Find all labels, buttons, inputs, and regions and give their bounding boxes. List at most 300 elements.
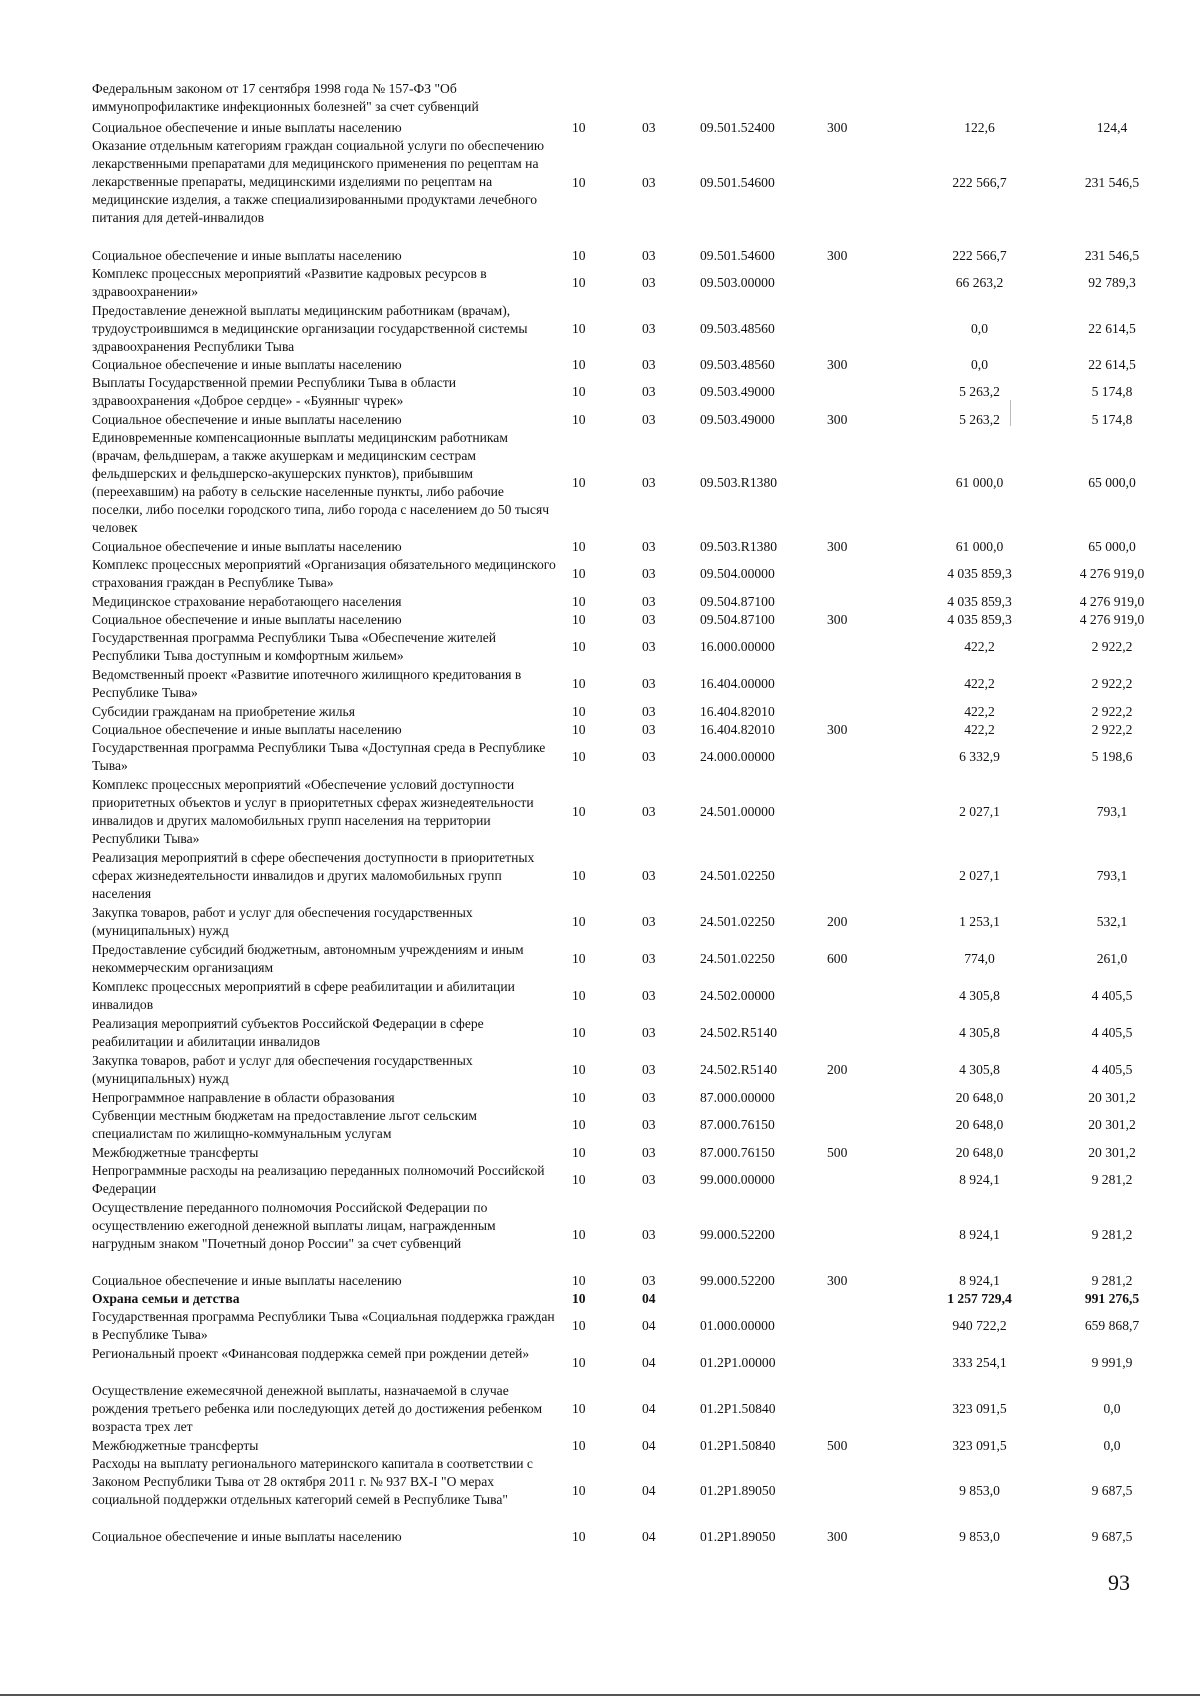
row-section: 10 bbox=[572, 275, 586, 290]
row-expense-type: 300 bbox=[827, 120, 848, 135]
row-section: 10 bbox=[572, 1172, 586, 1187]
row-expense-type bbox=[827, 978, 877, 1014]
row-section: 10 bbox=[572, 804, 586, 819]
row-subsection: 03 bbox=[642, 120, 656, 135]
row-value-year-1: 8 924,1 bbox=[959, 1273, 1000, 1288]
row-value-year-2: 2 922,2 bbox=[1091, 722, 1133, 737]
row-name: Комплекс процессных мероприятий в сфере реабилитации и абилитации инвалидов bbox=[92, 979, 515, 1012]
table-row bbox=[92, 593, 1145, 611]
row-value-year-2: 2 922,2 bbox=[1091, 676, 1133, 691]
row-value-year-2: 20 301,2 bbox=[1088, 1090, 1136, 1105]
row-name: Межбюджетные трансферты bbox=[92, 1145, 259, 1160]
table-row bbox=[92, 666, 1142, 702]
row-section: 10 bbox=[572, 1401, 586, 1416]
row-section: 10 bbox=[572, 120, 586, 135]
row-target-code: 09.503.48560 bbox=[700, 357, 775, 372]
row-value-year-2: 4 276 919,0 bbox=[1079, 594, 1145, 609]
row-value-year-1: 9 853,0 bbox=[959, 1529, 1000, 1544]
table-row bbox=[92, 538, 1142, 556]
row-name: Государственная программа Республики Тыва «Социальная поддержка граждан в Республике Тыва» bbox=[92, 1309, 555, 1342]
row-subsection: 03 bbox=[642, 639, 656, 654]
row-subsection: 04 bbox=[642, 1438, 656, 1453]
row-target-code: 09.503.49000 bbox=[700, 412, 775, 427]
row-target-code: 24.501.02250 bbox=[700, 951, 775, 966]
row-value-year-1: 323 091,5 bbox=[952, 1401, 1007, 1416]
row-subsection: 03 bbox=[642, 988, 656, 1003]
row-name: Охрана семьи и детства bbox=[92, 1291, 240, 1306]
row-value-year-2: 9 281,2 bbox=[1091, 1227, 1133, 1242]
row-target-code: 24.000.00000 bbox=[700, 749, 775, 764]
row-section: 10 bbox=[572, 1090, 586, 1105]
row-section: 10 bbox=[572, 1227, 586, 1242]
row-subsection: 04 bbox=[642, 1483, 656, 1498]
row-name: Единовременные компенсационные выплаты медицинским работникам (врачам, фельдшерам, а также акушеркам и медицинским сестрам фельдшерских и фельдшерско-акушерских пунктов), прибывшим (переехавшим) на работу в сельские населенные пункты, либо рабочие поселки, либо поселки городского типа, либо города с населением до 50 тысяч человек bbox=[92, 430, 550, 535]
row-value-year-1: 774,0 bbox=[964, 951, 995, 966]
table-row bbox=[92, 302, 1142, 355]
row-value-year-1 bbox=[897, 80, 1062, 116]
row-expense-type: 300 bbox=[827, 612, 848, 627]
row-value-year-2: 4 405,5 bbox=[1091, 1025, 1133, 1040]
row-subsection: 04 bbox=[642, 1291, 656, 1306]
row-value-year-2: 65 000,0 bbox=[1088, 475, 1136, 490]
row-subsection: 03 bbox=[642, 1025, 656, 1040]
row-expense-type bbox=[827, 429, 877, 537]
row-value-year-1: 323 091,5 bbox=[952, 1438, 1007, 1453]
row-section: 10 bbox=[572, 868, 586, 883]
table-row bbox=[92, 978, 1142, 1014]
row-target-code: 87.000.00000 bbox=[700, 1090, 775, 1105]
row-target-code: 09.504.87100 bbox=[700, 612, 775, 627]
row-section: 10 bbox=[572, 384, 586, 399]
row-section: 10 bbox=[572, 1438, 586, 1453]
row-target-code: 09.501.54600 bbox=[700, 175, 775, 190]
row-expense-type bbox=[827, 739, 877, 775]
row-value-year-2: 0,0 bbox=[1103, 1438, 1121, 1453]
row-value-year-1: 8 924,1 bbox=[959, 1227, 1000, 1242]
row-target-code bbox=[700, 1290, 830, 1308]
row-subsection: 03 bbox=[642, 914, 656, 929]
row-subsection: 03 bbox=[642, 1172, 656, 1187]
row-name: Осуществление ежемесячной денежной выплаты, назначаемой в случае рождения третьего ребенка или последующих детей до достижения ребенком возраста трех лет bbox=[92, 1383, 543, 1434]
row-expense-type: 300 bbox=[827, 539, 848, 554]
row-target-code: 16.404.00000 bbox=[700, 676, 775, 691]
row-value-year-1: 66 263,2 bbox=[955, 275, 1004, 290]
row-value-year-2: 261,0 bbox=[1096, 951, 1128, 966]
table-row bbox=[92, 411, 1142, 429]
row-value-year-1: 5 263,2 bbox=[959, 412, 1000, 427]
row-expense-type bbox=[827, 1290, 877, 1308]
row-target-code: 09.503.48560 bbox=[700, 320, 775, 336]
row-section: 10 bbox=[572, 175, 586, 190]
row-name: Государственная программа Республики Тыва «Обеспечение жителей Республики Тыва доступным и комфортным жильем» bbox=[92, 630, 497, 663]
row-name: Предоставление субсидий бюджетным, автономным учреждениям и иным некоммерческим организациям bbox=[92, 942, 524, 975]
row-target-code: 24.501.02250 bbox=[700, 914, 775, 929]
row-target-code: 01.2P1.00000 bbox=[700, 1355, 776, 1370]
row-value-year-2: 20 301,2 bbox=[1088, 1117, 1136, 1132]
scan-mark bbox=[1010, 400, 1011, 426]
row-value-year-1: 222 566,7 bbox=[952, 248, 1007, 263]
row-expense-type: 300 bbox=[827, 1273, 848, 1288]
table-row bbox=[92, 776, 1142, 848]
row-value-year-2: 793,1 bbox=[1096, 868, 1128, 883]
row-target-code bbox=[700, 80, 830, 116]
table-row bbox=[92, 1437, 1142, 1455]
row-section: 10 bbox=[572, 1273, 586, 1288]
row-target-code: 09.504.00000 bbox=[700, 566, 775, 581]
row-target-code: 09.504.87100 bbox=[700, 594, 775, 609]
row-subsection: 03 bbox=[642, 475, 656, 490]
row-value-year-1: 4 035 859,3 bbox=[947, 566, 1012, 581]
row-expense-type: 600 bbox=[827, 951, 848, 966]
row-target-code: 01.2P1.50840 bbox=[700, 1401, 776, 1416]
row-section: 10 bbox=[572, 594, 586, 609]
row-name: Комплекс процессных мероприятий «Обеспечение условий доступности приоритетных объектов и услуг в приоритетных сферах жизнедеятельности инвалидов и других маломобильных групп населения на территории Республики Тыва» bbox=[92, 777, 534, 846]
row-name: Комплекс процессных мероприятий «Развитие кадровых ресурсов в здравоохранении» bbox=[92, 266, 487, 299]
table-row bbox=[92, 1107, 1142, 1143]
row-name: Реализация мероприятий субъектов Российской Федерации в сфере реабилитации и абилитации инвалидов bbox=[92, 1016, 484, 1049]
table-row bbox=[92, 1162, 1142, 1198]
table-row bbox=[92, 739, 1142, 775]
row-subsection: 03 bbox=[642, 357, 656, 372]
table-row bbox=[92, 1052, 1142, 1088]
row-section: 10 bbox=[572, 1355, 586, 1370]
row-name: Комплекс процессных мероприятий «Организация обязательного медицинского страхования граждан в Республике Тыва» bbox=[92, 557, 556, 590]
table-row bbox=[92, 265, 1142, 301]
row-target-code: 09.503.49000 bbox=[700, 384, 775, 399]
row-target-code: 24.501.00000 bbox=[700, 804, 775, 819]
row-value-year-1: 9 853,0 bbox=[959, 1483, 1000, 1498]
row-value-year-1: 422,2 bbox=[964, 704, 995, 719]
row-subsection: 03 bbox=[642, 275, 656, 290]
row-target-code: 16.404.82010 bbox=[700, 722, 775, 737]
row-subsection: 04 bbox=[642, 1401, 656, 1416]
row-value-year-1: 6 332,9 bbox=[959, 749, 1000, 764]
row-value-year-2: 92 789,3 bbox=[1088, 275, 1136, 290]
row-expense-type: 300 bbox=[827, 357, 848, 372]
row-section: 10 bbox=[572, 320, 586, 336]
row-expense-type: 200 bbox=[827, 914, 848, 929]
row-name: Федеральным законом от 17 сентября 1998 года № 157-ФЗ "Об иммунопрофилактике инфекционных болезней" за счет субвенций bbox=[92, 81, 479, 114]
row-value-year-1: 4 035 859,3 bbox=[947, 612, 1012, 627]
row-expense-type bbox=[827, 703, 877, 721]
table-row bbox=[92, 247, 1142, 265]
row-value-year-1: 122,6 bbox=[964, 120, 995, 135]
row-value-year-1: 61 000,0 bbox=[955, 539, 1004, 554]
row-section: 10 bbox=[572, 951, 586, 966]
table-row bbox=[92, 629, 1142, 665]
row-name: Субвенции местным бюджетам на предоставление льгот сельским специалистам по жилищно-коммунальным услугам bbox=[92, 1108, 477, 1141]
row-expense-type bbox=[827, 776, 877, 848]
row-expense-type bbox=[827, 1089, 877, 1107]
row-target-code: 87.000.76150 bbox=[700, 1145, 775, 1160]
row-target-code: 01.2P1.50840 bbox=[700, 1438, 776, 1453]
row-value-year-2: 2 922,2 bbox=[1091, 704, 1133, 719]
row-value-year-1: 222 566,7 bbox=[952, 175, 1007, 190]
row-name: Осуществление переданного полномочия Российской Федерации по осуществлению ежегодной денежной выплаты лицам, награжденным нагрудным знаком "Почетный донор России" за счет субвенций bbox=[92, 1200, 496, 1251]
row-name: Социальное обеспечение и иные выплаты населению bbox=[92, 120, 402, 135]
row-expense-type bbox=[827, 1107, 877, 1143]
row-section: 10 bbox=[572, 357, 586, 372]
row-value-year-2: 5 174,8 bbox=[1091, 384, 1133, 399]
row-target-code: 16.404.82010 bbox=[700, 704, 775, 719]
row-subsection: 03 bbox=[642, 1062, 656, 1077]
row-expense-type bbox=[827, 1015, 877, 1051]
row-subsection: 03 bbox=[642, 175, 656, 190]
row-value-year-2: 124,4 bbox=[1096, 120, 1128, 135]
row-expense-type bbox=[827, 265, 877, 301]
row-value-year-1: 4 305,8 bbox=[959, 1062, 1000, 1077]
row-section: 10 bbox=[572, 1117, 586, 1132]
row-section: 10 bbox=[572, 566, 586, 581]
row-name: Выплаты Государственной премии Республики Тыва в области здравоохранения «Доброе сердце» - «Буянныг чүрек» bbox=[92, 375, 457, 408]
table-row bbox=[92, 849, 1142, 903]
row-section: 10 bbox=[572, 248, 586, 263]
row-subsection: 03 bbox=[642, 1227, 656, 1242]
row-value-year-2: 659 868,7 bbox=[1084, 1318, 1140, 1333]
row-expense-type: 300 bbox=[827, 1529, 848, 1544]
row-section: 10 bbox=[572, 988, 586, 1003]
row-value-year-2: 20 301,2 bbox=[1088, 1145, 1136, 1160]
table-row bbox=[92, 137, 1142, 229]
row-expense-type bbox=[827, 302, 877, 355]
row-expense-type bbox=[827, 849, 877, 903]
row-expense-type bbox=[827, 80, 877, 116]
row-subsection: 04 bbox=[642, 1355, 656, 1370]
row-subsection: 03 bbox=[642, 566, 656, 581]
row-subsection: 03 bbox=[642, 594, 656, 609]
row-value-year-1: 0,0 bbox=[971, 357, 988, 372]
row-value-year-1: 422,2 bbox=[964, 722, 995, 737]
row-value-year-1: 5 263,2 bbox=[959, 384, 1000, 399]
row-value-year-1: 4 305,8 bbox=[959, 988, 1000, 1003]
row-subsection: 03 bbox=[642, 951, 656, 966]
table-row bbox=[92, 1272, 1142, 1290]
row-target-code: 01.2P1.89050 bbox=[700, 1483, 776, 1498]
row-value-year-2: 5 198,6 bbox=[1091, 749, 1133, 764]
row-subsection: 03 bbox=[642, 384, 656, 399]
row-subsection: 03 bbox=[642, 868, 656, 883]
row-target-code: 99.000.52200 bbox=[700, 1273, 775, 1288]
row-subsection: 03 bbox=[642, 1117, 656, 1132]
table-row bbox=[92, 721, 1142, 739]
row-target-code: 16.000.00000 bbox=[700, 639, 775, 654]
row-target-code: 87.000.76150 bbox=[700, 1117, 775, 1132]
row-subsection: 03 bbox=[642, 1145, 656, 1160]
row-expense-type: 300 bbox=[827, 722, 848, 737]
row-target-code: 99.000.52200 bbox=[700, 1227, 775, 1242]
row-section: 10 bbox=[572, 475, 586, 490]
row-section: 10 bbox=[572, 1291, 586, 1306]
table-row bbox=[92, 1199, 1142, 1271]
row-subsection: 03 bbox=[642, 722, 656, 737]
table-row bbox=[92, 374, 1142, 410]
row-target-code: 09.501.54600 bbox=[700, 248, 775, 263]
row-target-code: 01.000.00000 bbox=[700, 1318, 775, 1333]
row-name: Региональный проект «Финансовая поддержка семей при рождении детей» bbox=[92, 1346, 530, 1361]
row-subsection: 04 bbox=[642, 1318, 656, 1333]
table-row bbox=[92, 703, 1142, 721]
row-name: Социальное обеспечение и иные выплаты населению bbox=[92, 1273, 402, 1288]
row-value-year-1: 4 305,8 bbox=[959, 1025, 1000, 1040]
row-name: Социальное обеспечение и иные выплаты населению bbox=[92, 1529, 402, 1544]
row-section: 10 bbox=[572, 749, 586, 764]
row-name: Предоставление денежной выплаты медицинским работникам (врачам), трудоустроившимся в медицинские организации государственной системы здравоохранения Республики Тыва bbox=[92, 303, 528, 354]
row-section: 10 bbox=[572, 412, 586, 427]
row-expense-type bbox=[827, 1308, 877, 1344]
row-value-year-2: 65 000,0 bbox=[1088, 539, 1136, 554]
row-subsection: 03 bbox=[642, 749, 656, 764]
row-value-year-1: 61 000,0 bbox=[955, 475, 1004, 490]
row-name: Непрограммные расходы на реализацию переданных полномочий Российской Федерации bbox=[92, 1163, 545, 1196]
row-name: Межбюджетные трансферты bbox=[92, 1438, 259, 1453]
row-value-year-2: 9 281,2 bbox=[1091, 1172, 1133, 1187]
table-row bbox=[92, 1528, 1142, 1546]
row-section: 10 bbox=[572, 1318, 586, 1333]
row-value-year-1: 20 648,0 bbox=[955, 1090, 1004, 1105]
row-expense-type bbox=[827, 1382, 877, 1436]
row-value-year-2: 4 405,5 bbox=[1091, 988, 1133, 1003]
row-value-year-1: 1 257 729,4 bbox=[947, 1291, 1012, 1306]
row-expense-type: 500 bbox=[827, 1438, 848, 1453]
table-row bbox=[92, 356, 1142, 374]
table-row bbox=[92, 1455, 1142, 1527]
row-subsection: 04 bbox=[642, 1529, 656, 1544]
row-expense-type bbox=[827, 137, 877, 229]
row-expense-type bbox=[827, 374, 877, 410]
row-value-year-2: 4 276 919,0 bbox=[1079, 612, 1145, 627]
row-value-year-2: 0,0 bbox=[1103, 1401, 1121, 1416]
row-expense-type bbox=[827, 666, 877, 702]
table-row bbox=[92, 1308, 1142, 1344]
row-value-year-1: 4 035 859,3 bbox=[947, 594, 1012, 609]
row-value-year-2: 22 614,5 bbox=[1088, 357, 1136, 372]
page-number: 93 bbox=[1108, 1570, 1130, 1595]
table-row bbox=[92, 611, 1145, 629]
row-expense-type: 200 bbox=[827, 1062, 848, 1077]
row-value-year-2: 5 174,8 bbox=[1091, 412, 1133, 427]
row-expense-type bbox=[827, 1199, 877, 1271]
row-subsection: 03 bbox=[642, 539, 656, 554]
row-section: 10 bbox=[572, 722, 586, 737]
row-value-year-2: 793,1 bbox=[1096, 804, 1128, 819]
row-name: Закупка товаров, работ и услуг для обеспечения государственных (муниципальных) нужд bbox=[92, 1053, 473, 1086]
row-value-year-1: 0,0 bbox=[971, 320, 988, 336]
table-row bbox=[92, 1345, 1142, 1381]
table-row bbox=[92, 119, 1142, 137]
row-name: Непрограммное направление в области образования bbox=[92, 1090, 395, 1105]
table-row bbox=[92, 1382, 1142, 1436]
row-name: Социальное обеспечение и иные выплаты населению bbox=[92, 357, 402, 372]
row-section: 10 bbox=[572, 639, 586, 654]
row-name: Закупка товаров, работ и услуг для обеспечения государственных (муниципальных) нужд bbox=[92, 905, 473, 938]
table-row bbox=[92, 1144, 1142, 1162]
row-name: Социальное обеспечение и иные выплаты населению bbox=[92, 612, 402, 627]
row-section bbox=[572, 80, 608, 116]
row-subsection: 03 bbox=[642, 1090, 656, 1105]
row-section: 10 bbox=[572, 612, 586, 627]
row-value-year-2: 9 281,2 bbox=[1091, 1273, 1133, 1288]
row-section: 10 bbox=[572, 1025, 586, 1040]
row-name: Социальное обеспечение и иные выплаты населению bbox=[92, 248, 402, 263]
row-section: 10 bbox=[572, 914, 586, 929]
row-expense-type: 300 bbox=[827, 412, 848, 427]
row-value-year-2: 231 546,5 bbox=[1084, 175, 1140, 190]
row-target-code: 99.000.00000 bbox=[700, 1172, 775, 1187]
row-section: 10 bbox=[572, 1062, 586, 1077]
row-section: 10 bbox=[572, 1529, 586, 1544]
row-value-year-1: 20 648,0 bbox=[955, 1117, 1004, 1132]
row-target-code: 09.503.R1380 bbox=[700, 539, 778, 554]
row-expense-type bbox=[827, 1162, 877, 1198]
row-value-year-1: 2 027,1 bbox=[959, 868, 1000, 883]
row-value-year-1: 2 027,1 bbox=[959, 804, 1000, 819]
row-name: Реализация мероприятий в сфере обеспечения доступности в приоритетных сферах жизнедеятельности инвалидов и других маломобильных групп населения bbox=[92, 850, 535, 901]
table-row bbox=[92, 1089, 1142, 1107]
row-value-year-1: 422,2 bbox=[964, 639, 995, 654]
row-section: 10 bbox=[572, 1483, 586, 1498]
row-value-year-2: 9 991,9 bbox=[1091, 1355, 1133, 1370]
table-row bbox=[92, 556, 1145, 592]
row-value-year-2: 2 922,2 bbox=[1091, 639, 1133, 654]
row-subsection: 03 bbox=[642, 1273, 656, 1288]
table-row bbox=[92, 1015, 1142, 1051]
row-name: Социальное обеспечение и иные выплаты населению bbox=[92, 722, 402, 737]
row-value-year-1: 422,2 bbox=[964, 676, 995, 691]
row-subsection: 03 bbox=[642, 676, 656, 691]
row-name: Государственная программа Республики Тыва «Доступная среда в Республике Тыва» bbox=[92, 740, 546, 773]
row-subsection bbox=[642, 80, 678, 116]
row-expense-type bbox=[827, 1455, 877, 1527]
row-section: 10 bbox=[572, 539, 586, 554]
row-target-code: 24.502.R5140 bbox=[700, 1025, 778, 1040]
row-value-year-2 bbox=[1067, 80, 1157, 116]
row-value-year-2: 532,1 bbox=[1096, 914, 1128, 929]
row-subsection: 03 bbox=[642, 248, 656, 263]
row-value-year-2: 9 687,5 bbox=[1091, 1529, 1133, 1544]
row-target-code: 24.502.R5140 bbox=[700, 1062, 778, 1077]
row-name: Социальное обеспечение и иные выплаты населению bbox=[92, 412, 402, 427]
row-expense-type bbox=[827, 629, 877, 665]
row-expense-type: 300 bbox=[827, 248, 848, 263]
row-name: Медицинское страхование неработающего населения bbox=[92, 594, 402, 609]
table-row bbox=[92, 941, 1142, 977]
row-value-year-2: 22 614,5 bbox=[1088, 320, 1136, 336]
table-row bbox=[92, 1290, 1142, 1308]
row-name: Расходы на выплату регионального материнского капитала в соответствии с Законом Республики Тыва от 28 октября 2011 г. № 937 ВХ-I "О мерах социальной поддержки отдельных категорий семей в Республике Тыва" bbox=[92, 1456, 533, 1507]
row-expense-type bbox=[827, 556, 877, 592]
row-section: 10 bbox=[572, 1145, 586, 1160]
row-expense-type bbox=[827, 593, 877, 611]
row-value-year-2: 991 276,5 bbox=[1084, 1291, 1140, 1306]
row-expense-type: 500 bbox=[827, 1145, 848, 1160]
table-row bbox=[92, 904, 1142, 940]
table-row bbox=[92, 80, 1142, 116]
row-value-year-1: 333 254,1 bbox=[952, 1355, 1007, 1370]
row-subsection: 03 bbox=[642, 804, 656, 819]
row-target-code: 24.501.02250 bbox=[700, 868, 775, 883]
row-target-code: 24.502.00000 bbox=[700, 988, 775, 1003]
bottom-rule bbox=[0, 1694, 1200, 1696]
row-section: 10 bbox=[572, 704, 586, 719]
row-value-year-2: 9 687,5 bbox=[1091, 1483, 1133, 1498]
row-subsection: 03 bbox=[642, 704, 656, 719]
row-value-year-1: 8 924,1 bbox=[959, 1172, 1000, 1187]
row-name: Ведомственный проект «Развитие ипотечного жилищного кредитования в Республике Тыва» bbox=[92, 667, 522, 700]
row-value-year-2: 4 276 919,0 bbox=[1079, 566, 1145, 581]
row-expense-type bbox=[827, 1345, 877, 1381]
row-value-year-1: 20 648,0 bbox=[955, 1145, 1004, 1160]
row-target-code: 09.503.00000 bbox=[700, 275, 775, 290]
